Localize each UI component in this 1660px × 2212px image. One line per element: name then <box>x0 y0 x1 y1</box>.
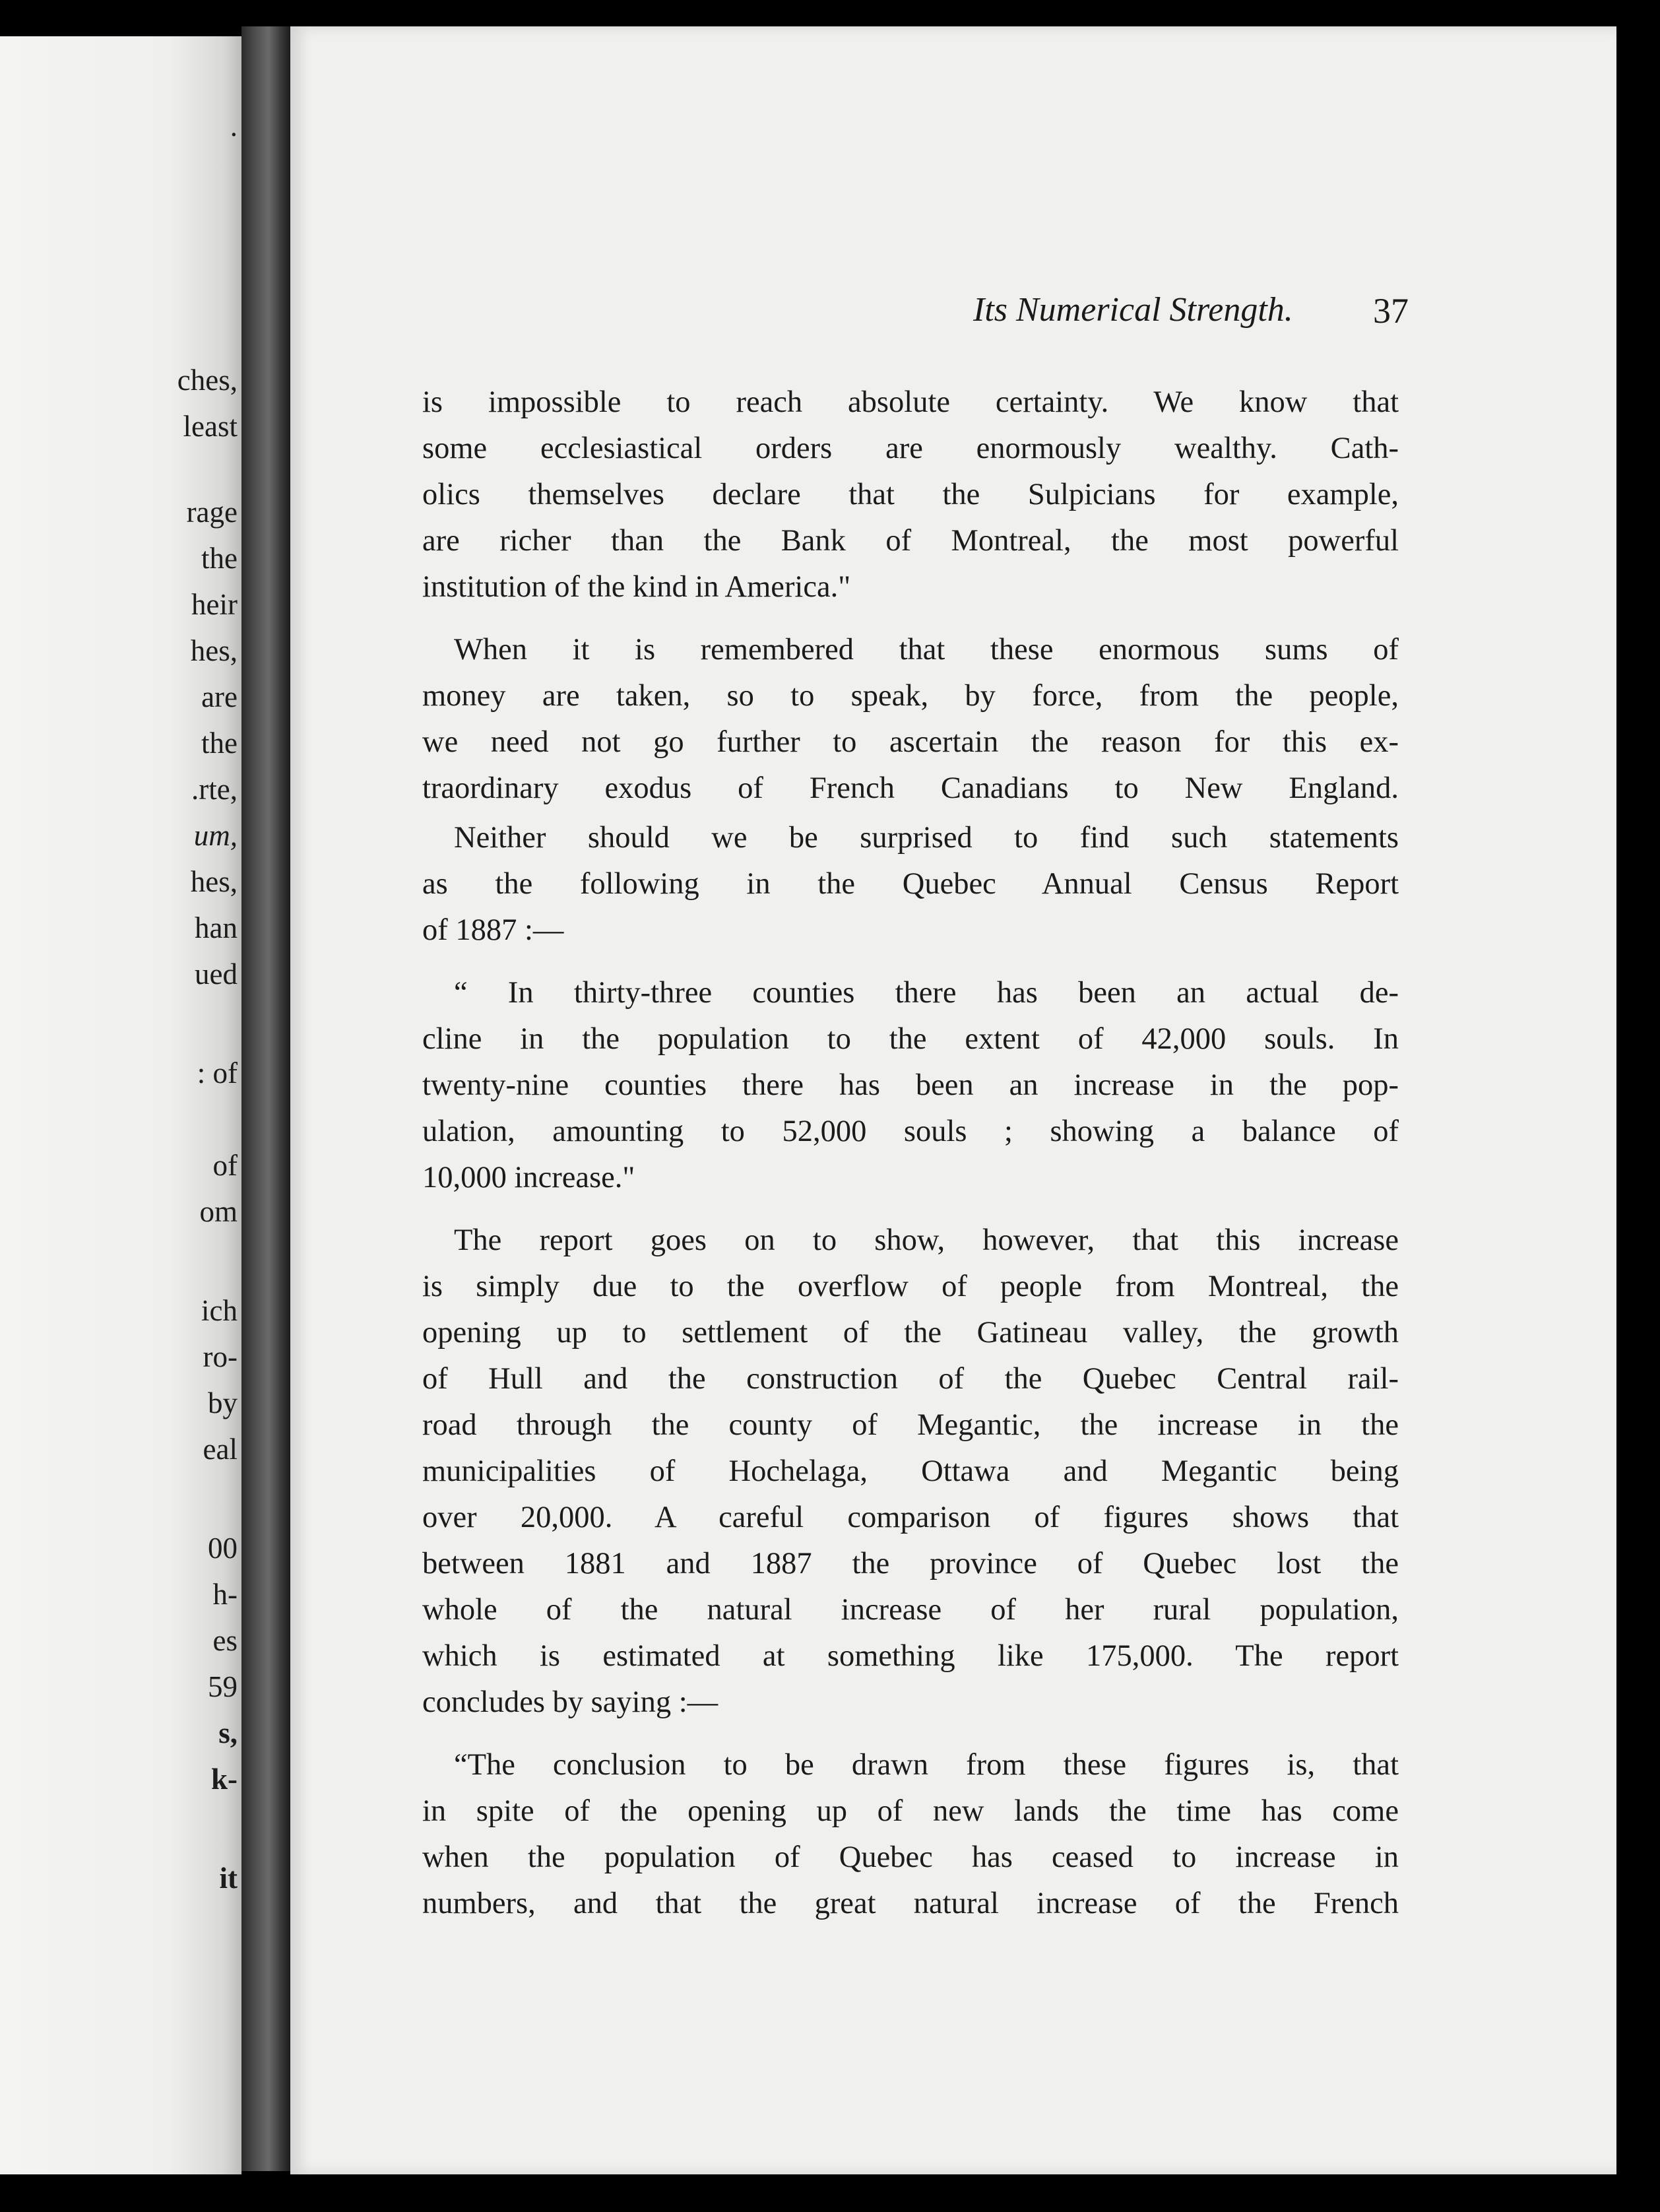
text-line: money are taken, so to speak, by force, from the people, <box>422 679 1399 713</box>
page-number: 37 <box>1373 291 1409 331</box>
running-head <box>686 290 1409 343</box>
text-line: institution of the kind in America." <box>422 570 851 604</box>
text-line: “The conclusion to be drawn from these figures is, that <box>454 1748 1399 1782</box>
text-line: 10,000 increase." <box>422 1161 635 1194</box>
left-page-fragment: .rte, <box>191 773 238 806</box>
left-page-fragment: : of <box>197 1057 238 1090</box>
text-line: road through the county of Megantic, the increase in the <box>422 1408 1399 1442</box>
text-line: in spite of the opening up of new lands the time has come <box>422 1794 1399 1828</box>
left-page-fragment: it <box>219 1862 238 1895</box>
left-page-fragment: rage <box>186 496 238 529</box>
text-line: which is estimated at something like 175,000. The report <box>422 1639 1399 1673</box>
left-page-fragment: es <box>212 1624 238 1657</box>
text-line: when the population of Quebec has ceased to increase in <box>422 1840 1399 1874</box>
left-page-fragment: ued <box>195 958 238 991</box>
left-page-fragment: are <box>201 680 238 713</box>
left-page-fragment: by <box>208 1386 238 1419</box>
left-page-fragment: s, <box>218 1716 238 1749</box>
left-page-fragment: h- <box>212 1578 238 1611</box>
text-line: “ In thirty-three counties there has been an actual de- <box>454 976 1399 1010</box>
text-line: of Hull and the construction of the Quebec Central rail- <box>422 1362 1399 1396</box>
left-facing-page <box>0 36 241 2174</box>
left-page-fragment: heir <box>191 588 238 621</box>
text-line: traordinary exodus of French Canadians to New England. <box>422 771 1399 805</box>
text-line: is impossible to reach absolute certainty. We know that <box>422 385 1399 419</box>
text-line: concludes by saying :— <box>422 1685 718 1719</box>
left-page-fragment: 59 <box>208 1670 238 1703</box>
text-line: twenty-nine counties there has been an increase in the pop- <box>422 1068 1399 1102</box>
left-page-fragment: om <box>199 1195 238 1228</box>
left-page-fragment: of <box>212 1149 238 1182</box>
text-line: When it is remembered that these enormous sums of <box>454 633 1399 667</box>
text-line: are richer than the Bank of Montreal, the most powerful <box>422 524 1399 558</box>
left-page-fragment: hes, <box>190 634 238 667</box>
text-line: some ecclesiastical orders are enormously wealthy. Cath- <box>422 432 1399 465</box>
left-page-fragment: ches, <box>177 364 238 397</box>
left-page-fragment: um, <box>193 819 238 852</box>
left-page-fragment: hes, <box>190 865 238 898</box>
text-line: opening up to settlement of the Gatineau valley, the growth <box>422 1316 1399 1350</box>
left-page-fragment: eal <box>203 1433 238 1466</box>
book-gutter <box>241 26 290 2171</box>
left-page-fragment: 00 <box>208 1532 238 1565</box>
left-page-fragment: han <box>195 911 238 944</box>
text-line: whole of the natural increase of her rural population, <box>422 1593 1399 1627</box>
left-page-fragment: k- <box>210 1763 238 1796</box>
running-title: Its Numerical Strength. <box>973 291 1293 329</box>
text-line: cline in the population to the extent of 42,000 souls. In <box>422 1022 1399 1056</box>
book-page <box>290 26 1616 2174</box>
text-line: we need not go further to ascertain the reason for this ex- <box>422 725 1399 759</box>
text-line: municipalities of Hochelaga, Ottawa and Megantic being <box>422 1454 1399 1488</box>
left-page-fragment: the <box>201 727 238 760</box>
text-line: as the following in the Quebec Annual Census Report <box>422 867 1399 901</box>
text-line: numbers, and that the great natural increase of the French <box>422 1887 1399 1920</box>
text-line: is simply due to the overflow of people from Montreal, the <box>422 1270 1399 1303</box>
text-line: The report goes on to show, however, that this increase <box>454 1223 1399 1257</box>
left-page-fragment: ro- <box>203 1340 238 1373</box>
text-line: over 20,000. A careful comparison of figures shows that <box>422 1501 1399 1534</box>
left-page-fragment: the <box>201 542 238 575</box>
left-page-fragment: ich <box>201 1294 238 1327</box>
left-page-fragment: least <box>183 410 238 443</box>
text-line: of 1887 :— <box>422 913 564 947</box>
text-line: Neither should we be surprised to find such statements <box>454 821 1399 855</box>
text-line: ulation, amounting to 52,000 souls ; showing a balance of <box>422 1115 1399 1148</box>
left-page-fragment: . <box>230 110 238 143</box>
text-line: between 1881 and 1887 the province of Quebec lost the <box>422 1547 1399 1580</box>
text-line: olics themselves declare that the Sulpicians for example, <box>422 478 1399 511</box>
